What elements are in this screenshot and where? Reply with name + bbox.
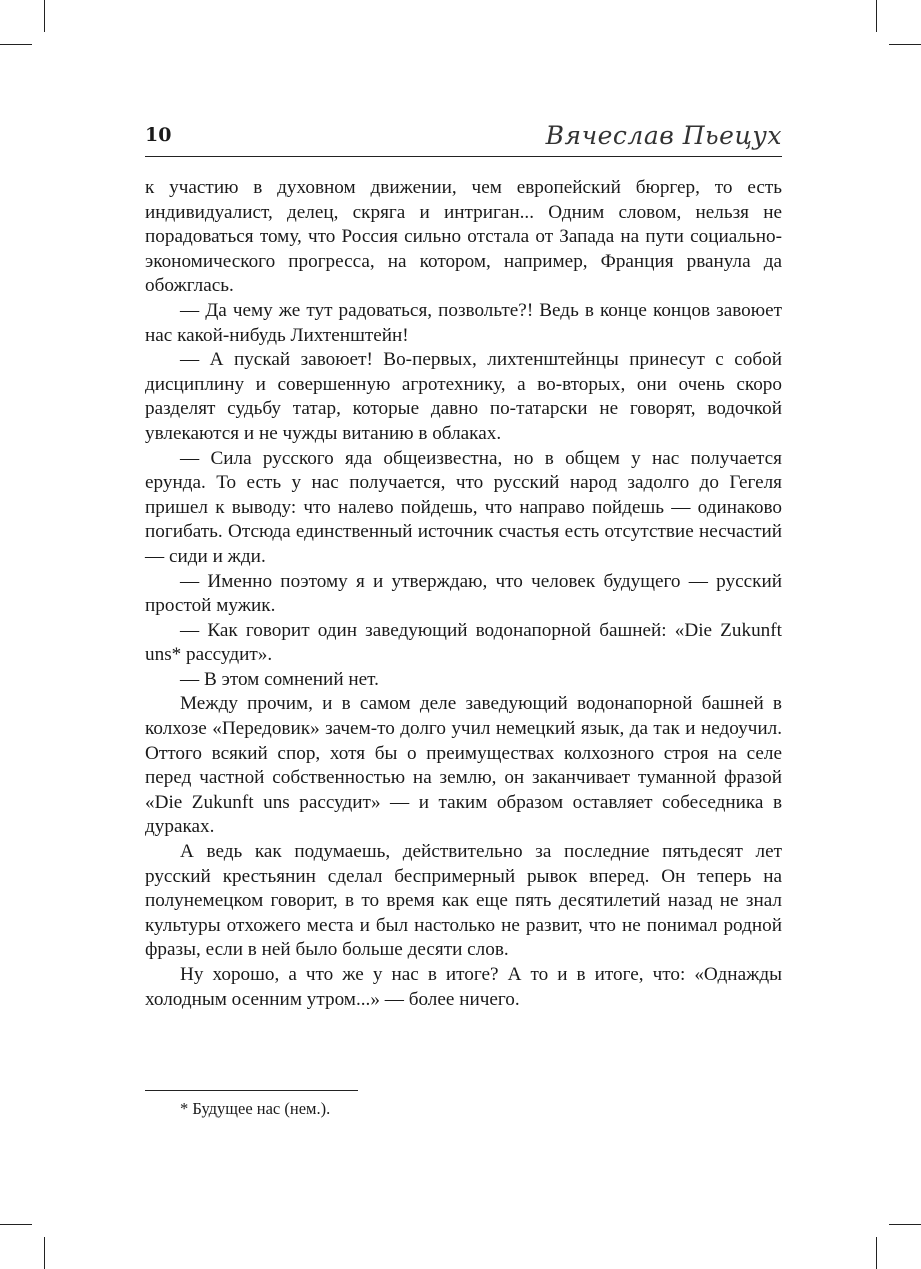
crop-mark-bottom-left-vertical [44, 1237, 45, 1269]
paragraph: Между прочим, и в самом деле заведующий водонапорной башней в колхозе «Передовик» зачем-то долго учил немецкий язык, да так и недоучил. Оттого всякий спор, хотя бы о преимуществах колхозного строя на селе перед частной собственностью на землю, он заканчивает туманной фразой «Die Zukunft uns рассудит» — и таким образом оставляет собеседника в дураках. [145, 693, 782, 838]
crop-mark-top-left-horizontal [0, 44, 32, 45]
paragraph: — Именно поэтому я и утверждаю, что человек будущего — русский простой мужик. [145, 570, 782, 617]
running-header [145, 112, 782, 157]
paragraph: Ну хорошо, а что же у нас в итоге? А то и в итоге, что: «Однажды холодным осенним утром...» — более ничего. [145, 964, 782, 1010]
paragraph: — В этом сомнений нет. [180, 668, 379, 690]
paragraph: к участию в духовном движении, чем европейский бюргер, то есть индивидуалист, делец, скряга и интриган... Одним словом, нельзя не порадоваться тому, что Россия сильно отстала от Запада на пути социально-экономического прогресса, на котором, например, Франция рванула да обожглась. [145, 177, 782, 297]
paragraph: А ведь как подумаешь, действительно за последние пятьдесят лет русский крестьянин сделал беспримерный рывок вперед. Он теперь на полунемецком говорит, в то время как еще пять десятилетий назад не знал культуры отхожего места и был настолько не развит, что не понимал родной фразы, если в ней было больше десяти слов. [145, 841, 782, 961]
paragraph: — Как говорит один заведующий водонапорной башней: «Die Zukunft uns* рассудит». [145, 619, 782, 666]
crop-mark-bottom-right-vertical [876, 1237, 877, 1269]
paragraph: — Сила русского яда общеизвестна, но в общем у нас получается ерунда. То есть у нас получается, что русский народ задолго до Гегеля пришел к выводу: что налево пойдешь, что направо пойдешь — одинаково погибать. Отсюда единственный источник счастья есть отсутствие несчастий — сиди и жди. [145, 447, 782, 567]
body-text [145, 176, 782, 1012]
crop-mark-top-right-horizontal [889, 44, 921, 45]
crop-mark-top-left-vertical [44, 0, 45, 32]
crop-mark-bottom-right-horizontal [889, 1224, 921, 1225]
crop-mark-top-right-vertical [876, 0, 877, 32]
paragraph: — Да чему же тут радоваться, позвольте?! Ведь в конце концов завоюет нас какой-нибудь Лихтенштейн! [145, 299, 782, 346]
page-number: 10 [145, 124, 172, 146]
footnote: * Будущее нас (нем.). [180, 1099, 331, 1118]
paragraph: — А пускай завоюет! Во-первых, лихтенштейнцы принесут с собой дисциплину и совершенную агротехнику, а во-вторых, они очень скоро разделят судьбу татар, которые давно по-татарски не говорят, водочкой увлекаются и не чужды витанию в облаках. [145, 349, 782, 444]
running-author: Вячеслав Пьецух [545, 121, 782, 150]
crop-mark-bottom-left-horizontal [0, 1224, 32, 1225]
footnote-rule [145, 1090, 358, 1091]
